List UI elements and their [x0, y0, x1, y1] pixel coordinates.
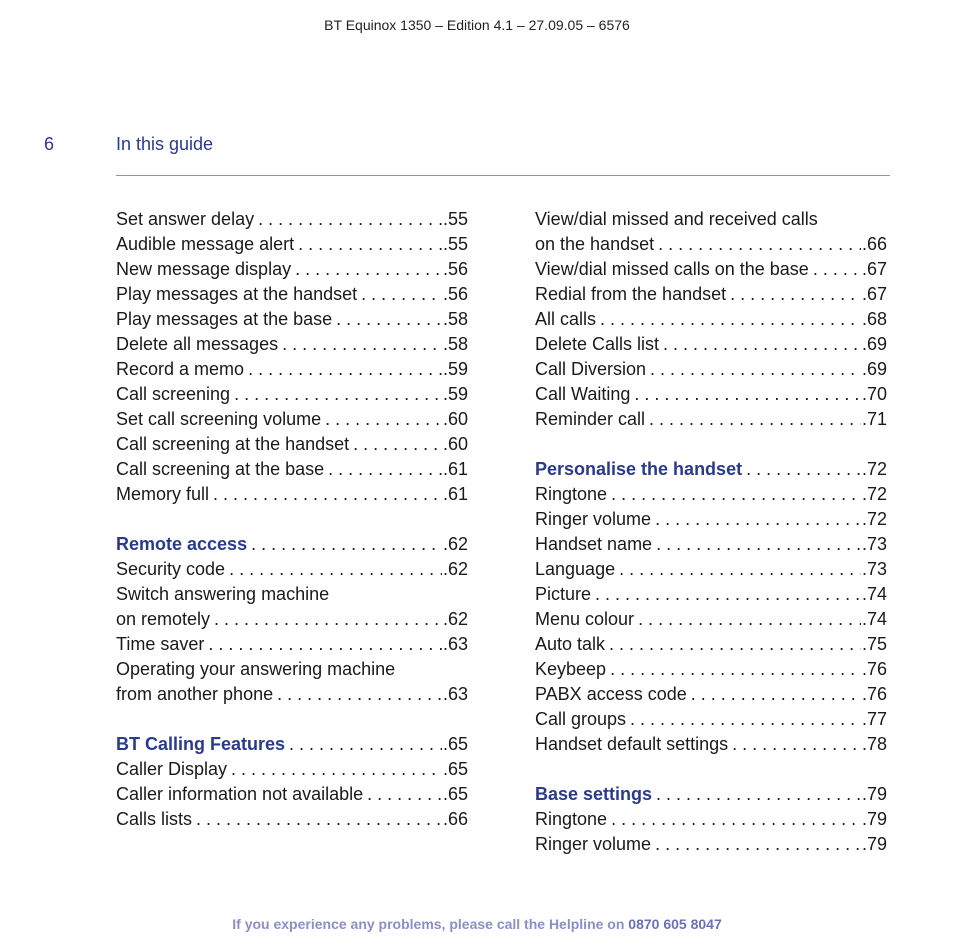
toc-entry[interactable] [535, 257, 887, 282]
toc-page-number: .58 [442, 334, 468, 354]
toc-page-number: .76 [861, 659, 887, 679]
toc-page-number: .68 [861, 309, 887, 329]
toc-page-number: .74 [861, 584, 887, 604]
toc-page-number: .60 [442, 434, 468, 454]
toc-section-heading[interactable] [535, 457, 887, 482]
toc-dot-leader [813, 257, 861, 282]
toc-dot-leader [208, 632, 442, 657]
helpline-number: 0870 605 8047 [628, 916, 722, 932]
toc-page-number: .58 [442, 309, 468, 329]
section-title: In this guide [116, 134, 214, 154]
toc-page-number: .73 [861, 559, 887, 579]
toc-section-heading[interactable] [535, 782, 887, 807]
toc-page-number: .72 [861, 509, 887, 529]
toc-dot-leader [229, 557, 442, 582]
toc-entry-title: Reminder call [535, 409, 646, 429]
toc-entry-title: Operating your answering machine [116, 659, 396, 679]
toc-dot-leader [231, 757, 442, 782]
toc-right-column [535, 207, 887, 857]
toc-entry-title: Record a memo [116, 359, 245, 379]
toc-entry[interactable] [535, 232, 887, 257]
toc-entry-title: Call screening [116, 384, 231, 404]
page-number: 6 [44, 134, 55, 154]
toc-dot-leader [611, 807, 861, 832]
toc-entry-title: Time saver [116, 634, 205, 654]
toc-dot-leader [258, 207, 442, 232]
toc-page-number: .61 [442, 484, 468, 504]
toc-page-number: .79 [861, 834, 887, 854]
toc-entry[interactable] [116, 207, 468, 232]
toc-entry[interactable] [116, 782, 468, 807]
toc-dot-leader [196, 807, 442, 832]
toc-entry-title: Menu colour [535, 609, 635, 629]
toc-entry-title: All calls [535, 309, 597, 329]
toc-entry[interactable] [116, 482, 468, 507]
toc-page-number: .55 [442, 234, 468, 254]
header-divider [116, 175, 890, 176]
toc-dot-leader [600, 307, 861, 332]
toc-entry[interactable] [116, 382, 468, 407]
toc-entry[interactable] [116, 357, 468, 382]
document-header-line: BT Equinox 1350 – Edition 4.1 – 27.09.05 – 6576 [324, 17, 630, 33]
toc-entry-title: Play messages at the base [116, 309, 333, 329]
toc-entry-title: Caller Display [116, 759, 228, 779]
toc-entry-title: Set call screening volume [116, 409, 322, 429]
toc-entry[interactable] [116, 807, 468, 832]
toc-dot-leader [367, 782, 442, 807]
toc-entry[interactable] [116, 307, 468, 332]
toc-entry[interactable] [535, 732, 887, 757]
toc-dot-leader [234, 382, 442, 407]
toc-entry-title: PABX access code [535, 684, 687, 704]
toc-dot-leader [325, 407, 442, 432]
toc-dot-leader [213, 482, 442, 507]
toc-entry[interactable] [116, 632, 468, 657]
toc-dot-leader [295, 257, 442, 282]
footer-text: If you experience any problems, please call the Helpline on [232, 916, 625, 932]
toc-entry-title: View/dial missed and received calls [535, 209, 818, 229]
toc-entry[interactable] [116, 282, 468, 307]
toc-dot-leader [214, 607, 442, 632]
toc-page-number: .79 [861, 784, 887, 804]
toc-entry-title: Set answer delay [116, 209, 255, 229]
toc-entry[interactable] [535, 557, 887, 582]
toc-entry[interactable] [116, 682, 468, 707]
toc-entry-title: Memory full [116, 484, 210, 504]
toc-dot-leader [595, 582, 861, 607]
toc-entry-title: Picture [535, 584, 592, 604]
toc-entry-title: Redial from the handset [535, 284, 727, 304]
toc-entry-title: Ringtone [535, 809, 608, 829]
toc-left-column [116, 207, 468, 832]
toc-dot-leader [634, 382, 861, 407]
toc-section-heading[interactable] [116, 532, 468, 557]
toc-entry[interactable] [116, 607, 468, 632]
toc-entry[interactable] [116, 407, 468, 432]
toc-dot-leader [328, 457, 442, 482]
toc-dot-leader [611, 482, 861, 507]
toc-entry-title: Ringtone [535, 484, 608, 504]
toc-entry-title: Keybeep [535, 659, 607, 679]
toc-entry[interactable] [535, 382, 887, 407]
toc-dot-leader [361, 282, 442, 307]
toc-entry[interactable] [535, 832, 887, 857]
toc-dot-leader [663, 332, 861, 357]
toc-dot-leader [655, 507, 861, 532]
toc-dot-leader [630, 707, 861, 732]
toc-entry[interactable] [535, 282, 887, 307]
toc-page-number: .76 [861, 684, 887, 704]
toc-page-number: .59 [442, 359, 468, 379]
toc-dot-leader [746, 457, 861, 482]
toc-dot-leader [298, 232, 442, 257]
toc-page-number: .74 [861, 609, 887, 629]
toc-page-number: .69 [861, 334, 887, 354]
toc-dot-leader [691, 682, 861, 707]
toc-dot-leader [730, 282, 861, 307]
toc-page-number: .62 [442, 559, 468, 579]
toc-page-number: .70 [861, 384, 887, 404]
toc-dot-leader [282, 332, 442, 357]
toc-page-number: .60 [442, 409, 468, 429]
toc-spacer [116, 707, 468, 732]
toc-entry[interactable] [535, 657, 887, 682]
toc-page-number: .56 [442, 259, 468, 279]
toc-page-number: .63 [442, 634, 468, 654]
toc-entry-title: Base settings [535, 784, 653, 804]
toc-entry[interactable] [535, 582, 887, 607]
toc-page-number: .65 [442, 784, 468, 804]
toc-entry[interactable] [535, 682, 887, 707]
toc-entry-title: on remotely [116, 609, 211, 629]
toc-spacer [116, 507, 468, 532]
toc-entry-title: Switch answering machine [116, 584, 330, 604]
toc-page-number: .59 [442, 384, 468, 404]
toc-entry-title: Ringer volume [535, 834, 652, 854]
toc-dot-leader [609, 632, 861, 657]
toc-dot-leader [638, 607, 861, 632]
toc-page-number: .55 [442, 209, 468, 229]
toc-entry[interactable] [535, 482, 887, 507]
toc-entry-title: Ringer volume [535, 509, 652, 529]
toc-entry[interactable] [116, 432, 468, 457]
toc-entry-title: Security code [116, 559, 226, 579]
toc-page-number: .75 [861, 634, 887, 654]
toc-entry-title: View/dial missed calls on the base [535, 259, 809, 279]
toc-dot-leader [610, 657, 861, 682]
toc-entry-title: New message display [116, 259, 292, 279]
toc-dot-leader [656, 532, 861, 557]
toc-dot-leader [619, 557, 861, 582]
toc-page-number: .72 [861, 459, 887, 479]
toc-dot-leader [655, 832, 861, 857]
toc-page-number: .67 [861, 259, 887, 279]
toc-entry-title: Play messages at the handset [116, 284, 358, 304]
toc-entry[interactable] [535, 357, 887, 382]
toc-dot-leader [277, 682, 442, 707]
toc-entry-title: BT Calling Features [116, 734, 286, 754]
toc-entry[interactable] [116, 657, 468, 682]
toc-page-number: .63 [442, 684, 468, 704]
toc-entry-title: Caller information not available [116, 784, 364, 804]
toc-entry-title: Call screening at the base [116, 459, 325, 479]
toc-entry-title: Audible message alert [116, 234, 295, 254]
toc-entry-title: on the handset [535, 234, 655, 254]
toc-entry[interactable] [535, 407, 887, 432]
toc-page-number: .61 [442, 459, 468, 479]
toc-entry-title: Handset default settings [535, 734, 729, 754]
toc-page-number: .65 [442, 759, 468, 779]
toc-page-number: .62 [442, 534, 468, 554]
toc-entry[interactable] [535, 607, 887, 632]
toc-page-number: .67 [861, 284, 887, 304]
toc-entry[interactable] [116, 457, 468, 482]
toc-page-number: .79 [861, 809, 887, 829]
toc-page-number: .66 [861, 234, 887, 254]
toc-dot-leader [650, 357, 861, 382]
toc-dot-leader [289, 732, 442, 757]
toc-dot-leader [353, 432, 442, 457]
toc-dot-leader [649, 407, 861, 432]
toc-page-number: .77 [861, 709, 887, 729]
toc-entry[interactable] [116, 332, 468, 357]
toc-spacer [535, 757, 887, 782]
toc-entry-title: Auto talk [535, 634, 606, 654]
toc-dot-leader [251, 532, 442, 557]
toc-section-heading[interactable] [116, 732, 468, 757]
toc-dot-leader [248, 357, 442, 382]
toc-entry[interactable] [116, 232, 468, 257]
toc-dot-leader [336, 307, 442, 332]
toc-entry-title: Call screening at the handset [116, 434, 350, 454]
toc-entry-title: Handset name [535, 534, 653, 554]
toc-entry-title: Call Diversion [535, 359, 647, 379]
toc-entry-title: from another phone [116, 684, 274, 704]
toc-spacer [535, 432, 887, 457]
toc-entry[interactable] [535, 532, 887, 557]
toc-dot-leader [732, 732, 861, 757]
toc-entry[interactable] [535, 332, 887, 357]
toc-page-number: .78 [861, 734, 887, 754]
toc-entry[interactable] [535, 807, 887, 832]
toc-entry-title: Personalise the handset [535, 459, 743, 479]
toc-entry[interactable] [535, 207, 887, 232]
toc-entry[interactable] [535, 307, 887, 332]
toc-page-number: .66 [442, 809, 468, 829]
toc-entry[interactable] [116, 557, 468, 582]
toc-entry[interactable] [116, 757, 468, 782]
toc-entry-title: Calls lists [116, 809, 193, 829]
toc-dot-leader [658, 232, 861, 257]
toc-dot-leader [656, 782, 861, 807]
toc-entry[interactable] [116, 582, 468, 607]
toc-page-number: .69 [861, 359, 887, 379]
toc-entry[interactable] [535, 507, 887, 532]
toc-entry-title: Call Waiting [535, 384, 631, 404]
helpline-footer [0, 916, 954, 932]
toc-page-number: .71 [861, 409, 887, 429]
toc-page-number: .62 [442, 609, 468, 629]
toc-entry[interactable] [535, 632, 887, 657]
toc-entry-title: Delete Calls list [535, 334, 660, 354]
toc-entry-title: Delete all messages [116, 334, 279, 354]
toc-entry[interactable] [116, 257, 468, 282]
toc-entry-title: Remote access [116, 534, 248, 554]
toc-page-number: .72 [861, 484, 887, 504]
toc-entry[interactable] [535, 707, 887, 732]
toc-page-number: .56 [442, 284, 468, 304]
toc-page-number: .65 [442, 734, 468, 754]
toc-page-number: .73 [861, 534, 887, 554]
toc-entry-title: Call groups [535, 709, 627, 729]
toc-entry-title: Language [535, 559, 616, 579]
